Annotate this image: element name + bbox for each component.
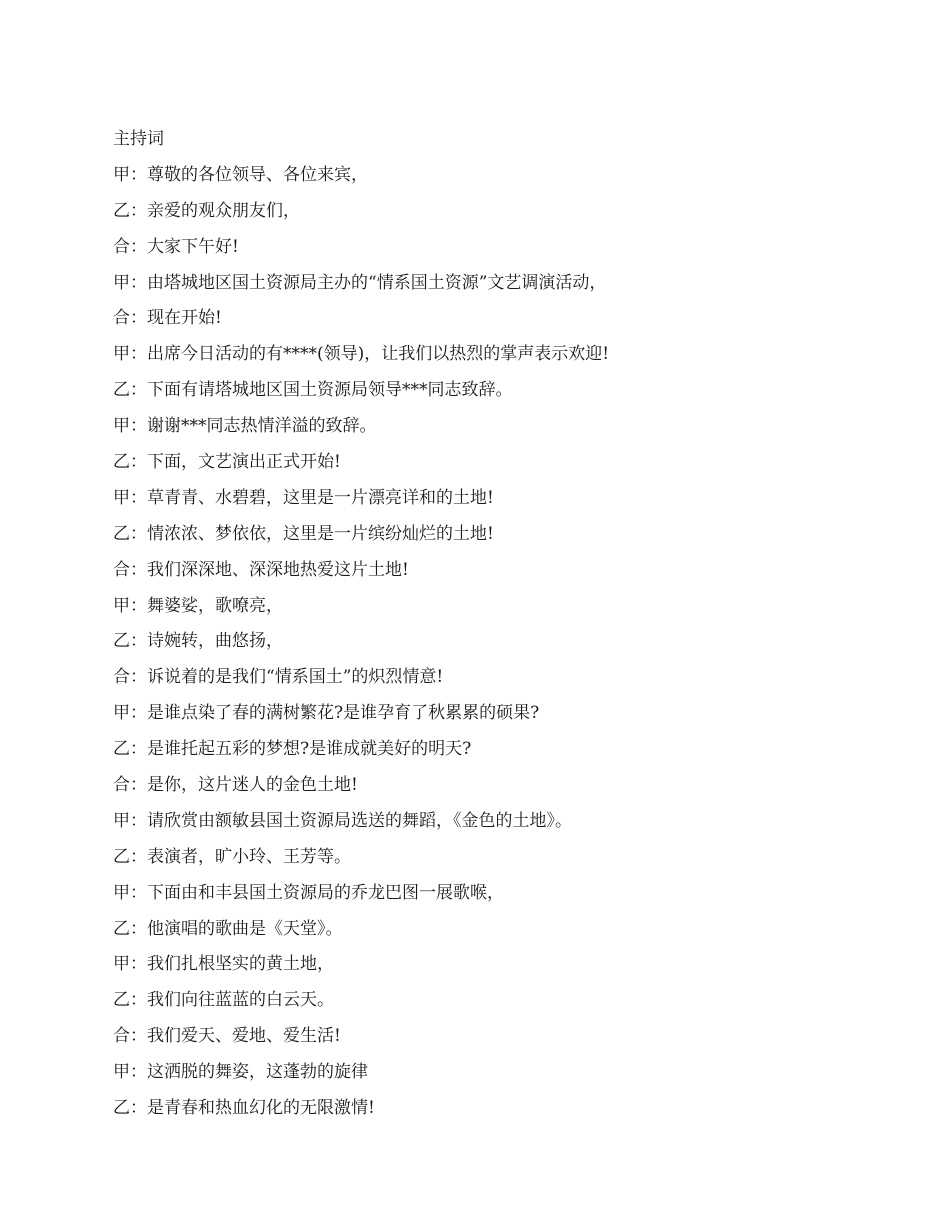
script-line: 乙：表演者，旷小玲、王芳等。 (113, 846, 351, 867)
script-line: 甲：出席今日活动的有****(领导)，让我们以热烈的掌声表示欢迎! (113, 344, 610, 365)
script-line: 甲：舞婆娑，歌嘹亮， (113, 595, 283, 616)
script-line: 乙：我们向往蓝蓝的白云天。 (113, 990, 334, 1011)
script-line: 乙：下面，文艺演出正式开始! (113, 452, 341, 473)
script-line: 甲：草青青、水碧碧，这里是一片漂亮详和的土地! (113, 487, 494, 508)
script-line: 甲：这洒脱的舞姿，这蓬勃的旋律 (113, 1062, 368, 1083)
script-line: 合：是你，这片迷人的金色土地! (113, 775, 358, 796)
script-line: 甲：是谁点染了春的满树繁花?是谁孕育了秋累累的硕果? (113, 703, 540, 724)
script-line: 合：诉说着的是我们“情系国土”的炽烈情意! (113, 667, 444, 688)
script-line: 乙：诗婉转，曲悠扬， (113, 631, 283, 652)
script-line: 乙：亲爱的观众朋友们， (113, 200, 300, 221)
script-line: 乙：是青春和热血幻化的无限激情! (113, 1098, 375, 1119)
script-line: 甲：尊敬的各位领导、各位来宾， (113, 164, 368, 185)
script-line: 乙：是谁托起五彩的梦想?是谁成就美好的明天? (113, 739, 472, 760)
script-line: 合：我们深深地、深深地热爱这片土地! (113, 559, 409, 580)
document-title: 主持词 (113, 129, 164, 149)
script-line: 乙：情浓浓、梦依依，这里是一片缤纷灿烂的土地! (113, 523, 494, 544)
document-body (113, 122, 873, 1127)
script-line: 乙：下面有请塔城地区国土资源局领导***同志致辞。 (113, 380, 513, 401)
script-line: 甲：由塔城地区国土资源局主办的“情系国土资源”文艺调演活动， (113, 272, 607, 293)
script-line: 甲：下面由和丰县国土资源局的乔龙巴图一展歌喉， (113, 882, 504, 903)
script-line: 甲：我们扎根坚实的黄土地， (113, 954, 334, 975)
script-line: 甲：谢谢***同志热情洋溢的致辞。 (113, 416, 377, 437)
script-line: 乙：他演唱的歌曲是《天堂》。 (113, 918, 343, 939)
script-line: 合：大家下午好! (113, 236, 239, 257)
script-line: 合：现在开始! (113, 308, 222, 329)
script-line: 合：我们爱天、爱地、爱生活! (113, 1026, 341, 1047)
script-line: 甲：请欣赏由额敏县国土资源局选送的舞蹈，《金色的土地》。 (113, 810, 572, 831)
